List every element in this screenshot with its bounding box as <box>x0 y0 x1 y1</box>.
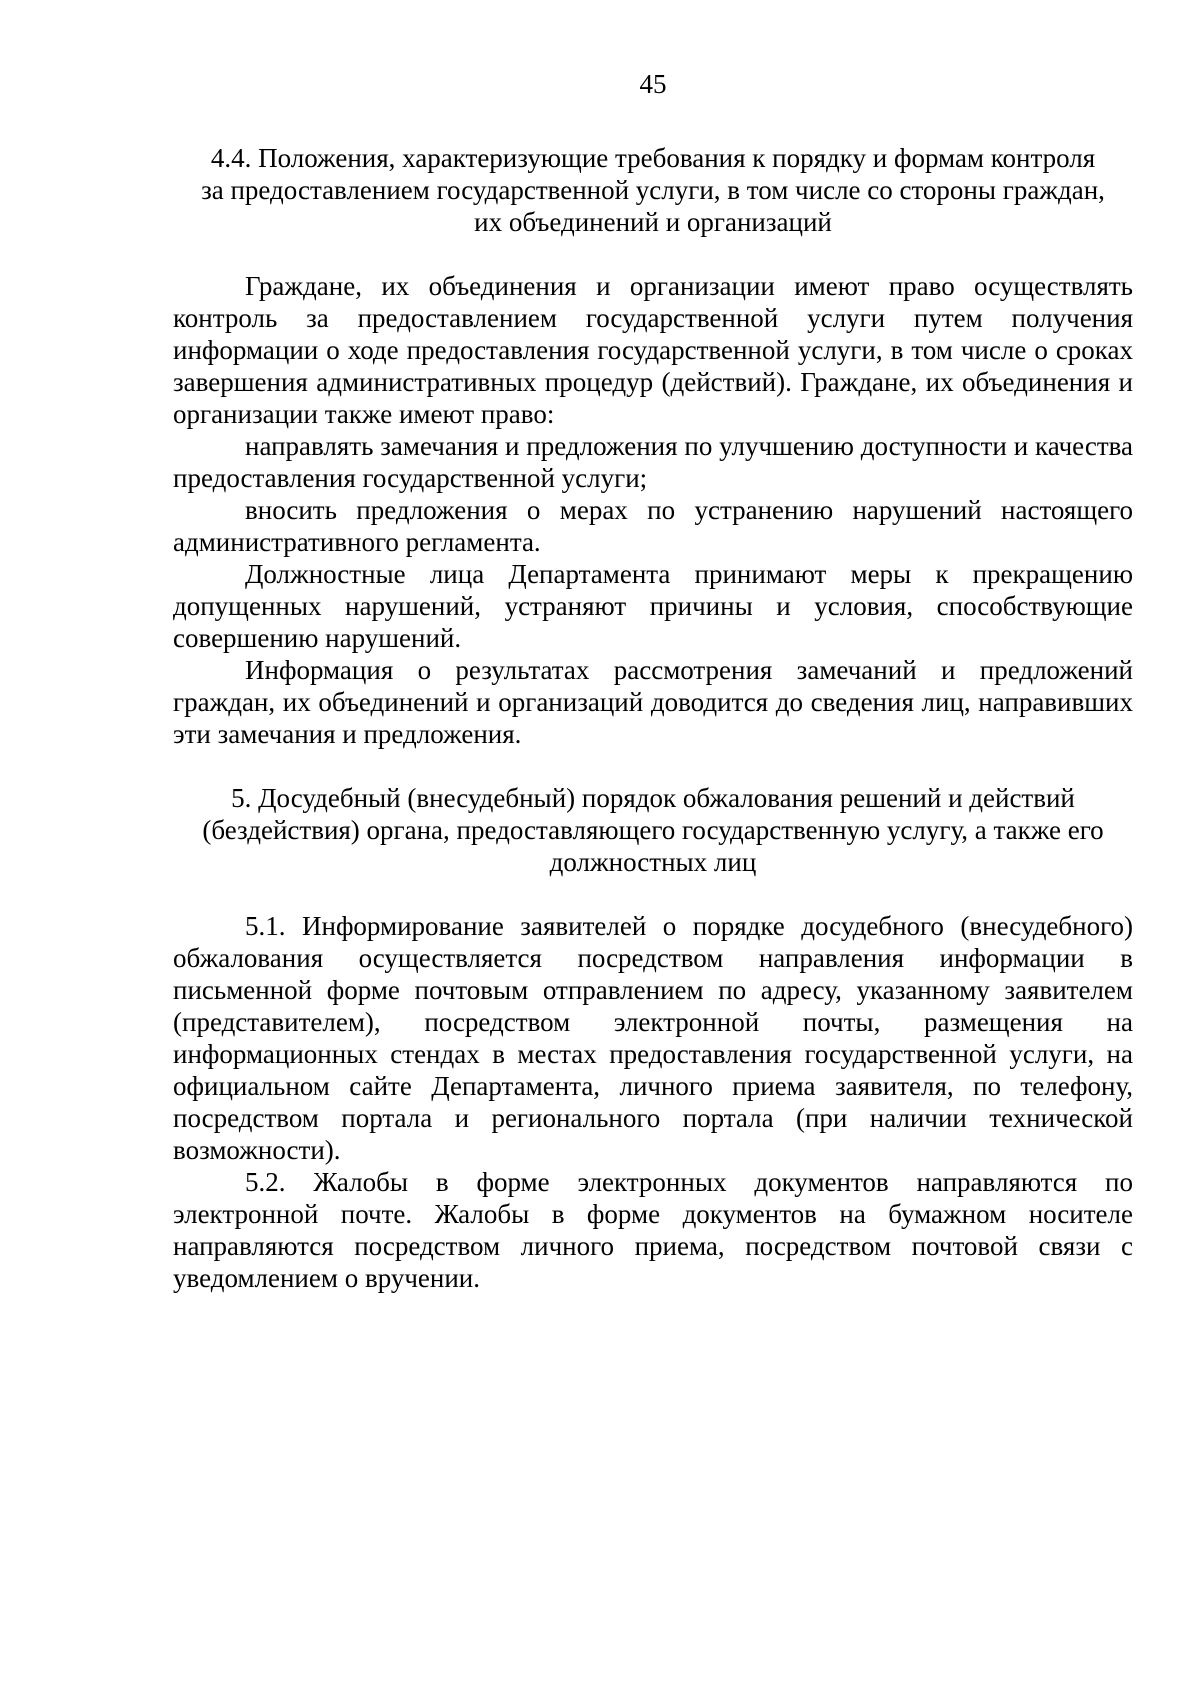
heading-line: 4.4. Положения, характеризующие требования к порядку и формам контроля <box>210 143 1096 173</box>
paragraph: 5.1. Информирование заявителей о порядке досудебного (внесудебного) обжалования осуществляется посредством направления информации в письменной форме почтовым отправлением по адресу, указанному заявителем (представителем), посредством электронной почты, размещения на информационных стендах в местах предоставления государственной услуги, на официальном сайте Департамента, личного приема заявителя, по телефону, посредством портала и регионального портала (при наличии технической возможности). <box>173 911 1133 1165</box>
paragraph: вносить предложения о мерах по устранению нарушений настоящего административного регламента. <box>173 495 1133 557</box>
paragraph: Должностные лица Департамента принимают меры к прекращению допущенных нарушений, устраняют причины и условия, способствующие совершению нарушений. <box>173 559 1133 653</box>
section-4-4-heading <box>173 142 1133 238</box>
heading-line: (бездействия) органа, предоставляющего государственную услугу, а также его <box>202 815 1104 845</box>
heading-line: 5. Досудебный (внесудебный) порядок обжалования решений и действий <box>231 783 1075 813</box>
heading-line: за предоставлением государственной услуги, в том числе со стороны граждан, <box>201 175 1105 205</box>
section-4-4-body <box>173 270 1132 750</box>
paragraph: 5.2. Жалобы в форме электронных документов направляются по электронной почте. Жалобы в форме документов на бумажном носителе направляются посредством личного приема, посредством почтовой связи с уведомлением о вручении. <box>173 1167 1133 1293</box>
section-5-body <box>173 910 1132 1294</box>
page-number: 45 <box>639 69 667 99</box>
section-spacer <box>173 750 1132 782</box>
heading-line: должностных лиц <box>549 847 757 877</box>
paragraph: направлять замечания и предложения по улучшению доступности и качества предоставления государственной услуги; <box>173 431 1133 493</box>
heading-line: их объединений и организаций <box>474 207 832 237</box>
paragraph: Граждане, их объединения и организации имеют право осуществлять контроль за предоставлением государственной услуги путем получения информации о ходе предоставления государственной услуги, в том числе о сроках завершения административных процедур (действий). Граждане, их объединения и организации также имеют право: <box>173 271 1133 429</box>
section-5-heading <box>173 782 1133 878</box>
paragraph: Информация о результатах рассмотрения замечаний и предложений граждан, их объединений и организаций доводится до сведения лиц, направивших эти замечания и предложения. <box>173 655 1133 749</box>
